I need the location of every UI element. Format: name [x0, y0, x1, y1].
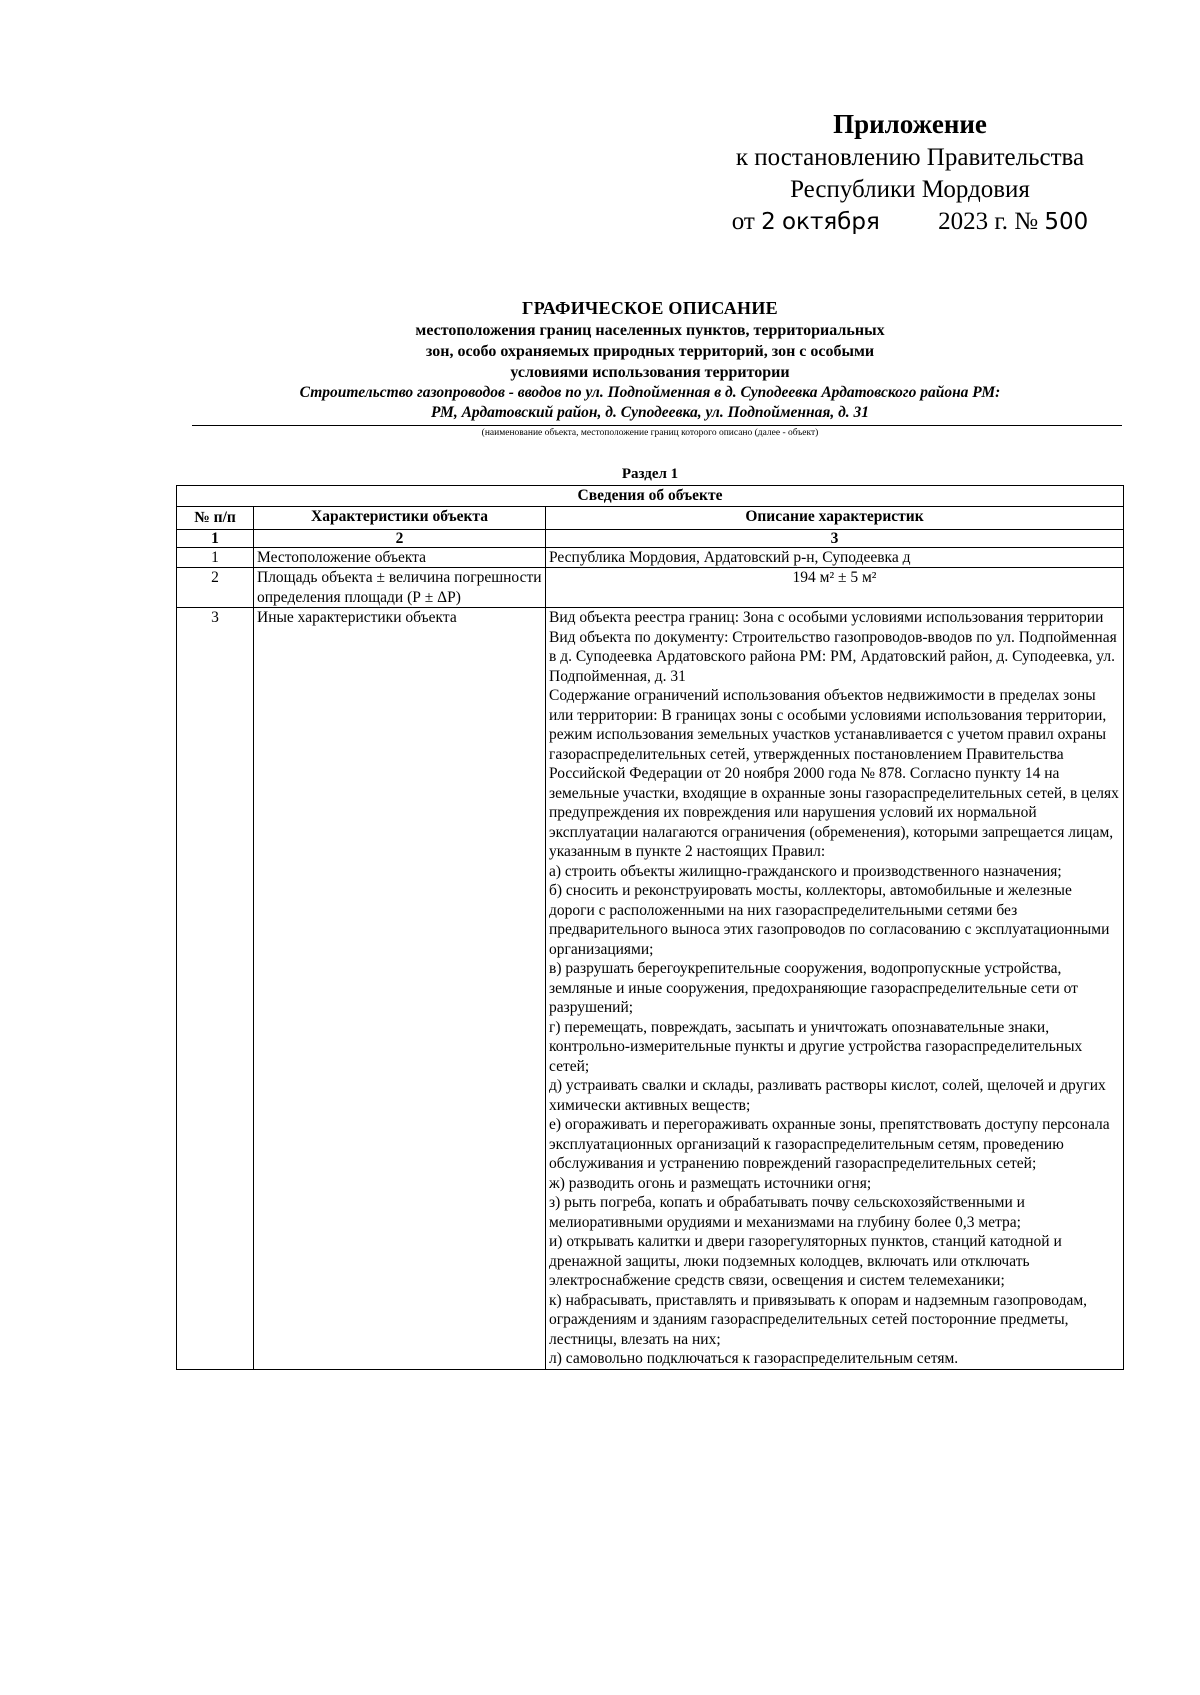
description-paragraph: и) открывать калитки и двери газорегуляторных пунктов, станций катодной и дренажной защиты, люки подземных колодцев, включать или отключать электроснабжение средств связи, освещения и систем телемеханики;: [549, 1233, 1062, 1289]
row-number: 1: [177, 547, 254, 568]
row-characteristic: Иные характеристики объекта: [254, 608, 546, 1370]
column-number-1: 1: [177, 529, 254, 547]
description-paragraph: Вид объекта реестра границ: Зона с особыми условиями использования территории: [549, 609, 1104, 626]
date-month: октября: [781, 209, 880, 235]
description-paragraph: в) разрушать берегоукрепительные сооружения, водопропускные устройства, земляные и иные сооружения, предохраняющие газораспределительные сети от разрушений;: [549, 960, 1078, 1016]
description-paragraph: ж) разводить огонь и размещать источники огня;: [549, 1174, 872, 1192]
decree-number: 500: [1044, 209, 1089, 235]
appendix-line-2: Республики Мордовия: [790, 176, 1030, 203]
document-subtitle-2: зон, особо охраняемых природных территорий, зон с особыми: [425, 343, 875, 360]
appendix-title: Приложение: [833, 109, 987, 139]
description-paragraph: д) устраивать свалки и склады, разливать растворы кислот, солей, щелочей и других химически активных веществ;: [549, 1077, 1106, 1114]
column-number-row: [177, 529, 1124, 547]
description-paragraph: е) огораживать и перегораживать охранные зоны, препятствовать доступу персонала эксплуатационных организаций к газораспределительным сетям, проведению обслуживания и устранению повреждений газораспределительных сетей;: [549, 1116, 1110, 1172]
description-paragraph: з) рыть погреба, копать и обрабатывать почву сельскохозяйственными и мелиоративными орудиями и механизмами на глубину более 0,3 метра;: [549, 1194, 1025, 1231]
description-paragraph: б) сносить и реконструировать мосты, коллекторы, автомобильные и железные дороги с расположенными на них газораспределительными сетями без предварительного выноса этих газопроводов по согласованию с эксплуатационными организациями;: [549, 882, 1110, 958]
header-number: № п/п: [177, 506, 254, 529]
document-subtitle-3: условиями использования территории: [510, 364, 790, 381]
header-characteristic: Характеристики объекта: [254, 506, 546, 529]
section-label: Раздел 1: [621, 466, 679, 482]
row-number: 2: [177, 568, 254, 608]
table-title-row: [177, 486, 1124, 507]
row-description: [546, 608, 1124, 1370]
description-paragraph: а) строить объекты жилищно-гражданского и производственного назначения;: [549, 862, 1062, 880]
object-caption: (наименование объекта, местоположение границ которого описано (далее - объект): [481, 428, 819, 438]
document-title: ГРАФИЧЕСКОЕ ОПИСАНИЕ: [522, 298, 778, 318]
description-paragraph: к) набрасывать, приставлять и привязывать к опорам и надземным газопроводам, ограждениям и зданиям газораспределительных сетей посторонние предметы, лестницы, влезать на них;: [549, 1291, 1088, 1348]
table-header-row: [177, 506, 1124, 529]
row-characteristic: Местоположение объекта: [254, 547, 546, 568]
table-row: [177, 568, 1124, 608]
date-day: 2: [761, 209, 776, 235]
description-paragraph: Вид объекта по документу: Строительство газопроводов-вводов по ул. Подпойменная в д. Суподеевка Ардатовского района РМ: РМ, Ардатовский район, д. Суподеевка, ул. Подпойменная, д. 31: [549, 628, 1117, 685]
row-description: 194 м² ± 5 м²: [546, 568, 1124, 608]
row-number: 3: [177, 608, 254, 1370]
header-description: Описание характеристик: [546, 506, 1124, 529]
appendix-line-1: к постановлению Правительства: [735, 144, 1085, 171]
object-name-line-2: РМ, Ардатовский район, д. Суподеевка, ул. Подпойменная, д. 31: [430, 404, 870, 421]
date-prefix: от: [731, 208, 755, 235]
description-paragraph: г) перемещать, повреждать, засыпать и уничтожать опознавательные знаки, контрольно-измерительные пункты и другие устройства газораспределительных сетей;: [549, 1018, 1083, 1075]
table-row: [177, 547, 1124, 568]
table-title: Сведения об объекте: [177, 486, 1124, 507]
date-year: 2023 г. №: [938, 208, 1039, 235]
description-paragraph: л) самовольно подключаться к газораспределительным сетям.: [549, 1350, 959, 1367]
document-header: [180, 296, 1120, 439]
object-underline: [192, 425, 1122, 426]
object-info-table: [176, 485, 1124, 1370]
column-number-3: 3: [546, 529, 1124, 547]
object-name-line-1: Строительство газопроводов - вводов по ул. Подпойменная в д. Суподеевка Ардатовского района РМ:: [299, 384, 1001, 401]
row-characteristic: Площадь объекта ± величина погрешности определения площади (Р ± ΔР): [254, 568, 546, 608]
description-paragraph: Содержание ограничений использования объектов недвижимости в пределах зоны или территории: В границах зоны с особыми условиями использования территории, режим использования земельных участков устанавливается с учетом правил охраны газораспределительных сетей, утвержденных постановлением Правительства Российской Федерации от 20 ноября 2000 года № 878. Согласно пункту 14 на земельные участки, входящие в охранные зоны газораспределительных сетей, в целях предупреждения их повреждения или нарушения условий их нормальной эксплуатации налагаются ограничения (обременения), которыми запрещается лицам, указанным в пункте 2 настоящих Правил:: [549, 687, 1119, 860]
row-description: Республика Мордовия, Ардатовский р-н, Суподеевка д: [546, 547, 1124, 568]
document-subtitle-1: местоположения границ населенных пунктов, территориальных: [415, 322, 885, 339]
appendix-date-line: [690, 206, 1130, 238]
table-row: [177, 608, 1124, 1370]
appendix-block: [690, 108, 1130, 238]
column-number-2: 2: [254, 529, 546, 547]
